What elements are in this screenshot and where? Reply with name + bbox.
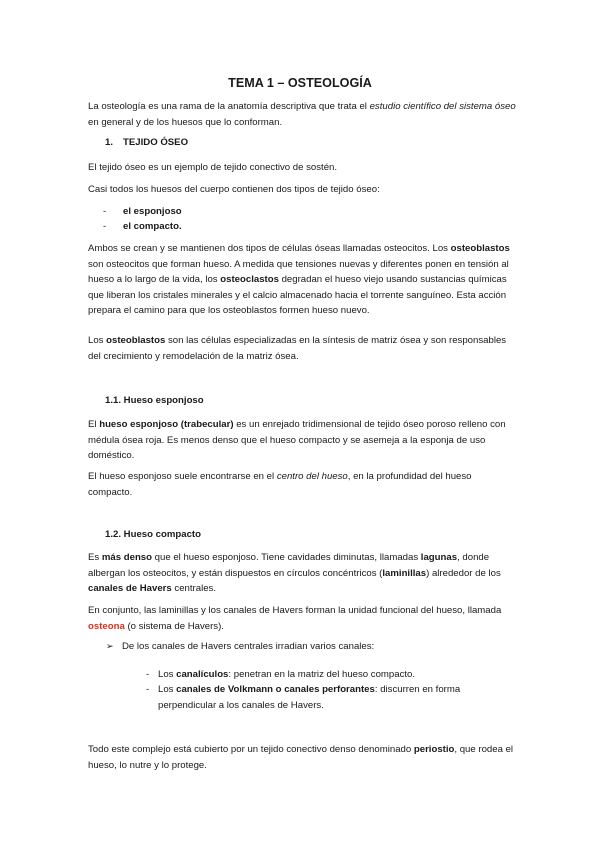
- list-item-compacto: - el compacto.: [103, 221, 182, 232]
- emphasis-text: estudio científico del sistema óseo: [369, 101, 516, 112]
- section-heading-hueso-compacto: 1.2. Hueso compacto: [105, 529, 201, 540]
- section-heading-hueso-esponjoso: 1.1. Hueso esponjoso: [105, 395, 204, 406]
- list-item-volkmann: - Los canales de Volkmann o canales perforantes: discurren en forma perpendicular a los canales de Havers.: [146, 684, 461, 711]
- paragraph-osteona: En conjunto, las laminillas y los canales de Havers forman la unidad funcional del hueso, llamada osteona (o sistema de Havers).: [88, 605, 502, 632]
- intro-paragraph: La osteología es una rama de la anatomía descriptiva que trata el estudio científico del sistema óseo en general y de los huesos que lo conforman.: [88, 101, 516, 128]
- list-item-canaliculos: - Los canalículos: penetran en la matriz del hueso compacto.: [146, 669, 416, 680]
- arrow-list-item: ➢ De los canales de Havers centrales irradian varios canales:: [106, 641, 375, 652]
- paragraph-tipos: Casi todos los huesos del cuerpo contienen dos tipos de tejido óseo:: [88, 184, 380, 195]
- paragraph-periostio: Todo este complejo está cubierto por un tejido conectivo denso denominado periostio, que rodea el hueso, lo nutre y lo protege.: [88, 744, 514, 771]
- paragraph-esponjoso: El hueso esponjoso (trabecular) es un enrejado tridimensional de tejido óseo poroso relleno con médula ósea roja. Es menos denso que el hueso compacto y se asemeja a la esponja de uso doméstico.: [88, 419, 506, 462]
- list-item-esponjoso: - el esponjoso: [103, 206, 182, 217]
- paragraph-tejido: El tejido óseo es un ejemplo de tejido conectivo de sostén.: [88, 162, 338, 173]
- paragraph-celulas: Ambos se crean y se mantienen dos tipos de células óseas llamadas osteocitos. Los osteoblastos son osteocitos que forman hueso. A medida que tensiones nuevas y diferentes ponen en tensión al hueso a lo largo de la vida, los osteoclastos degradan el hueso viejo usando sustancias químicas que liberan los cristales minerales y el calcio almacenado hacia el torrente sanguíneo. Esta acción prepara el camino para que los osteoblastos formen hueso nuevo.: [88, 243, 510, 317]
- page-title: TEMA 1 – OSTEOLOGÍA: [228, 76, 372, 90]
- paragraph-esponjoso-ubicacion: El hueso esponjoso suele encontrarse en el centro del hueso, en la profundidad del hueso compacto.: [88, 471, 472, 498]
- highlight-osteona: osteona: [88, 620, 125, 632]
- section-heading-tejido-oseo: 1. TEJIDO ÓSEO: [105, 137, 189, 148]
- arrow-bullet-icon: ➢: [106, 641, 114, 651]
- paragraph-compacto: Es más denso que el hueso esponjoso. Tiene cavidades diminutas, llamadas lagunas, donde albergan los osteocitos, y están dispuestos en círculos concéntricos (laminillas) alrededor de los canales de Havers centrales.: [88, 552, 501, 595]
- paragraph-osteoblastos: Los osteoblastos son las células especializadas en la síntesis de matriz ósea y son responsables del crecimiento y remodelación de la matriz ósea.: [88, 335, 507, 362]
